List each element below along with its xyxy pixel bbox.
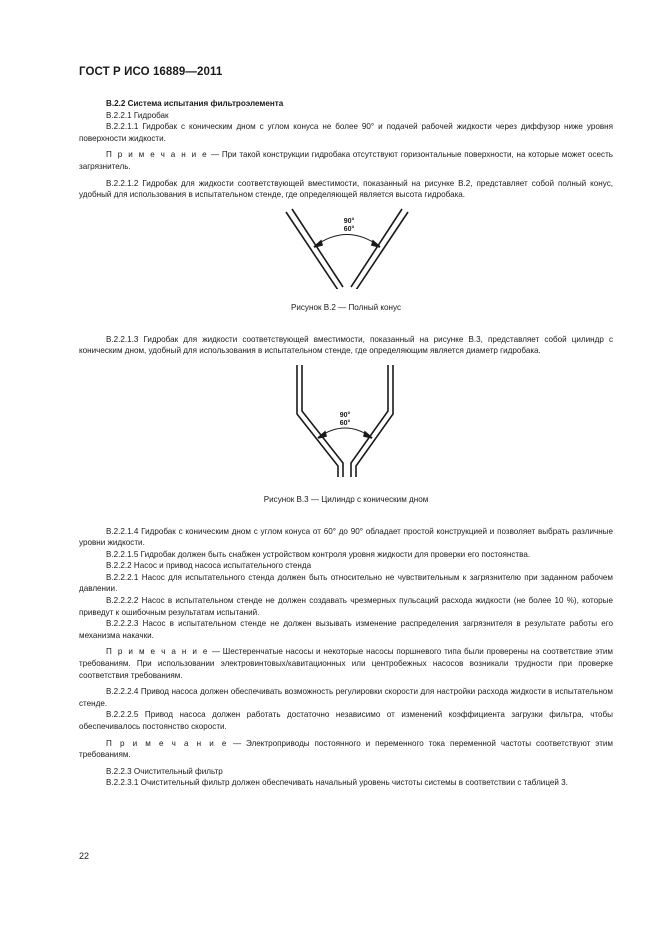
angle-label-top: 90°	[339, 411, 351, 419]
section-b222-title: В.2.2.2 Насос и привод насоса испытательного стенда	[106, 561, 312, 571]
paragraph-b2213: В.2.2.1.3 Гидробак для жидкости соответствующей вместимости, показанный на рисунке В.3, представляет собой цилиндр с коническим дном, удобный для использования в испытательном стенде, где определяющим является диаметр гидробака.	[79, 334, 613, 356]
note-1	[79, 149, 613, 172]
angle-label-bottom: 60°	[343, 225, 355, 233]
note-label: П р и м е ч а н и е	[106, 150, 209, 160]
note-text: — Электроприводы постоянного и переменного тока переменной частоты соответствуют этим требованиям.	[79, 738, 613, 760]
figure-b2-caption: Рисунок В.2 — Полный конус	[290, 302, 402, 312]
section-b223-title: В.2.2.3 Очистительный фильтр	[106, 766, 223, 776]
section-b22-title: В.2.2 Система испытания фильтроэлемента	[106, 99, 284, 108]
note-label: П р и м е ч а н и е	[106, 647, 210, 657]
page-number: 22	[79, 851, 90, 861]
document-header: ГОСТ Р ИСО 16889—2011	[79, 66, 223, 78]
angle-label-bottom: 60°	[339, 419, 351, 427]
cylinder-cone-drawing	[79, 357, 613, 481]
note-text: — При такой конструкции гидробака отсутствуют горизонтальные поверхности, на которые может осесть загрязнитель.	[79, 150, 613, 171]
document-body	[79, 98, 613, 789]
paragraph-b2221: В.2.2.2.1 Насос для испытательного стенда должен быть относительно не чувствительным к загрязнителю при заданном рабочем давлении.	[79, 572, 613, 594]
paragraph-b2211: В.2.2.1.1 Гидробак с коническим дном с углом конуса не более 90° и подачей рабочей жидкости через диффузор ниже уровня поверхности жидкости.	[79, 122, 613, 143]
section-b221-title: В.2.2.1 Гидробак	[106, 110, 169, 120]
figure-b3-caption: Рисунок В.3 — Цилиндр с коническим дном	[263, 494, 429, 504]
note-2	[79, 646, 613, 681]
paragraph-b2225: В.2.2.2.5 Привод насоса должен работать достаточно независимо от изменений коэффициента загрузки фильтра, чтобы обеспечивалось постоянство скорости.	[79, 710, 613, 731]
paragraph-b2231: В.2.2.3.1 Очистительный фильтр должен обеспечивать начальный уровень чистоты системы в соответствии с таблицей 3.	[106, 778, 568, 788]
full-cone-drawing	[79, 201, 613, 289]
angle-label-top: 90°	[343, 217, 355, 225]
paragraph-b2215: В.2.2.1.5 Гидробак должен быть снабжен устройством контроля уровня жидкости для проверки его постоянства.	[106, 549, 531, 559]
paragraph-b2212: В.2.2.1.2 Гидробак для жидкости соответствующей вместимости, показанный на рисунке В.2, представляет собой полный конус, удобный для использования в испытательном стенде, где определяющей является высота гидробака.	[79, 178, 613, 200]
paragraph-b2224: В.2.2.2.4 Привод насоса должен обеспечивать возможность регулировки скорости для настройки расхода жидкости в испытательном стенде.	[79, 687, 613, 708]
paragraph-b2223: В.2.2.2.3 Насос в испытательном стенде не должен вызывать изменение распределения загрязнителя в результате работы его механизма накачки.	[79, 619, 613, 640]
note-label: П р и м е ч а н и е	[106, 738, 229, 748]
note-3	[79, 738, 613, 761]
note-text: — Шестеренчатые насосы и некоторые насосы поршневого типа были проверены на соответствие этим требованиям. При использовании электровинтовых/кавитационных или центробежных насосов возникали трудности при проверке соответствия требованиям.	[79, 647, 613, 680]
paragraph-b2214: В.2.2.1.4 Гидробак с коническим дном с углом конуса от 60° до 90° обладает простой конструкцией и позволяет выбрать различные уровни жидкости.	[79, 526, 613, 548]
paragraph-b2222: В.2.2.2.2 Насос в испытательном стенде не должен создавать чрезмерных пульсаций расхода жидкости (не более 10 %), которые приведут к ошибочным результатам испытаний.	[79, 596, 613, 617]
figure-b2	[79, 201, 613, 289]
figure-b3	[79, 357, 613, 481]
